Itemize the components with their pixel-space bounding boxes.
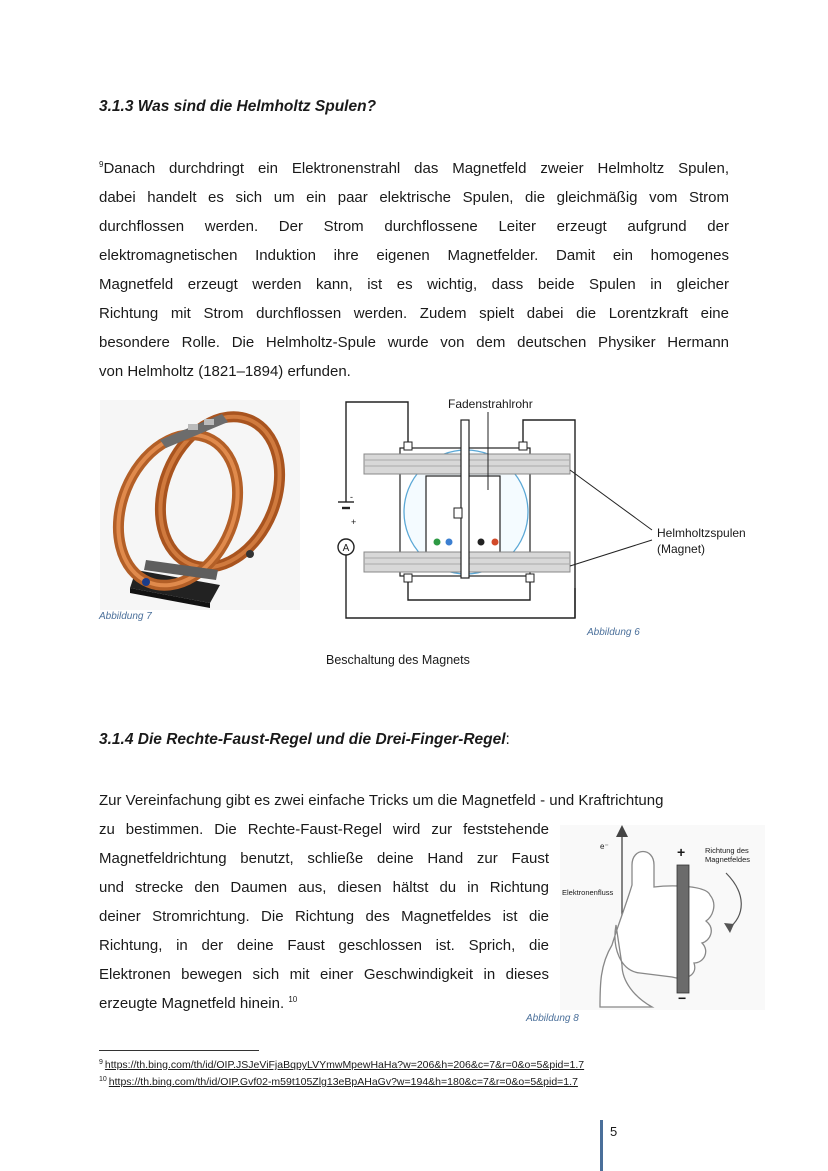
coils-label: Helmholtzspulen: [657, 526, 746, 540]
section-heading-hand-rules: 3.1.4 Die Rechte-Faust-Regel und die Drei-Finger-Regel:: [99, 731, 510, 748]
footnote-rule: [99, 1050, 259, 1051]
footnote-ref[interactable]: 10: [288, 995, 298, 1004]
footnote-link[interactable]: https://th.bing.com/th/id/OIP.Gvf02-m59t105Zlg13eBpAHaGv?w=194&h=180&c=7&r=0&o=5&pid=1.7: [108, 1076, 578, 1088]
plus-label: +: [677, 844, 686, 860]
footnote-10: $^{10}$ https://th.bing.com/th/id/OIP.Gvf02-m59t105Zlg13eBpAHaGv?w=194&h=180&c=7&r=0&o=5&pid=1.7: [99, 1076, 578, 1088]
figure-caption-7: Abbildung 7: [99, 611, 152, 622]
footnote-link[interactable]: https://th.bing.com/th/id/OIP.JSJeViFjaBqpyLVYmwMpewHaHa?w=206&h=206&c=7&r=0&o=5&pid=1.7: [104, 1059, 585, 1071]
coils-sublabel: (Magnet): [657, 542, 706, 556]
page-number: 5: [610, 1124, 618, 1139]
right-hand-rule-image: [560, 825, 765, 1010]
text-line: Magnetfeld erzeugt werden kann, ist es wichtig, dass beide Spulen in gleicher: [99, 276, 729, 293]
page-number-bar: [600, 1120, 603, 1171]
text-line: deiner Stromrichtung. Die Richtung des Magnetfeldes ist die: [99, 908, 549, 925]
circuit-diagram: [320, 390, 770, 625]
ammeter-label: A: [342, 543, 350, 554]
field-direction-label-2: Magnetfeldes: [705, 855, 751, 864]
electron-label: e⁻: [600, 842, 609, 851]
text-line: Richtung, in der deine Faust geschlossen ist. Sprich, die: [99, 937, 549, 954]
tube-label: Fadenstrahlrohr: [448, 397, 533, 411]
footnote-9: $^9$ https://th.bing.com/th/id/OIP.JSJeViFjaBqpyLVYmwMpewHaHa?w=206&h=206&c=7&r=0&o=5&pid=1.7: [99, 1059, 585, 1071]
text-line: Richtung mit Strom durchflossen werden. Zudem spielt dabei die Lorentzkraft eine: [99, 305, 729, 322]
footnote-ref[interactable]: 9: [99, 160, 104, 169]
text-line: zu bestimmen. Die Rechte-Faust-Regel wird zur feststehende: [99, 821, 549, 838]
text-line: $^9$Danach durchdringt ein Elektronenstrahl das Magnetfeld zweier Helmholtz Spulen,: [99, 160, 729, 177]
text-line: besondere Rolle. Die Helmholtz-Spule wurde von dem deutschen Physiker Hermann: [99, 334, 729, 351]
text-line: und strecke den Daumen aus, diesen hältst du in Richtung: [99, 879, 549, 896]
text-line: durchflossen werden. Der Strom durchflossene Leiter erzeugt aufgrund der: [99, 218, 729, 235]
battery-minus-label: -: [350, 492, 353, 502]
text-line: Magnetfeldrichtung benutzt, schließe deine Hand zur Faust: [99, 850, 549, 867]
text-line: dabei handelt es sich um ein paar elektrische Spulen, die gleichmäßig vom Strom: [99, 189, 729, 206]
helmholtz-coil-image: [100, 400, 300, 610]
figure-title-circuit: Beschaltung des Magnets: [326, 653, 470, 667]
text-line: Zur Vereinfachung gibt es zwei einfache Tricks um die Magnetfeld - und Kraftrichtung: [99, 792, 664, 809]
text-line: erzeugte Magnetfeld hinein. $^{10}$: [99, 995, 298, 1012]
paragraph-hand-rules: [99, 815, 549, 1018]
text-line: Elektronen bewegen sich mit einer Geschwindigkeit in dieses: [99, 966, 549, 983]
electron-flow-label: Elektronenfluss: [562, 888, 614, 897]
section-heading-helmholtz: 3.1.3 Was sind die Helmholtz Spulen?: [99, 98, 377, 115]
minus-label: −: [678, 990, 687, 1006]
figure-caption-6: Abbildung 6: [587, 627, 640, 638]
field-direction-label: Richtung des: [705, 846, 749, 855]
text-line: elektromagnetischen Induktion ihre eigenen Magnetfelder. Damit ein homogenes: [99, 247, 729, 264]
battery-plus-label: +: [351, 517, 357, 527]
paragraph-intro-line: [99, 786, 729, 815]
paragraph-helmholtz: [99, 154, 729, 386]
figure-caption-8: Abbildung 8: [526, 1013, 579, 1024]
text-line: von Helmholtz (1821–1894) erfunden.: [99, 363, 351, 380]
